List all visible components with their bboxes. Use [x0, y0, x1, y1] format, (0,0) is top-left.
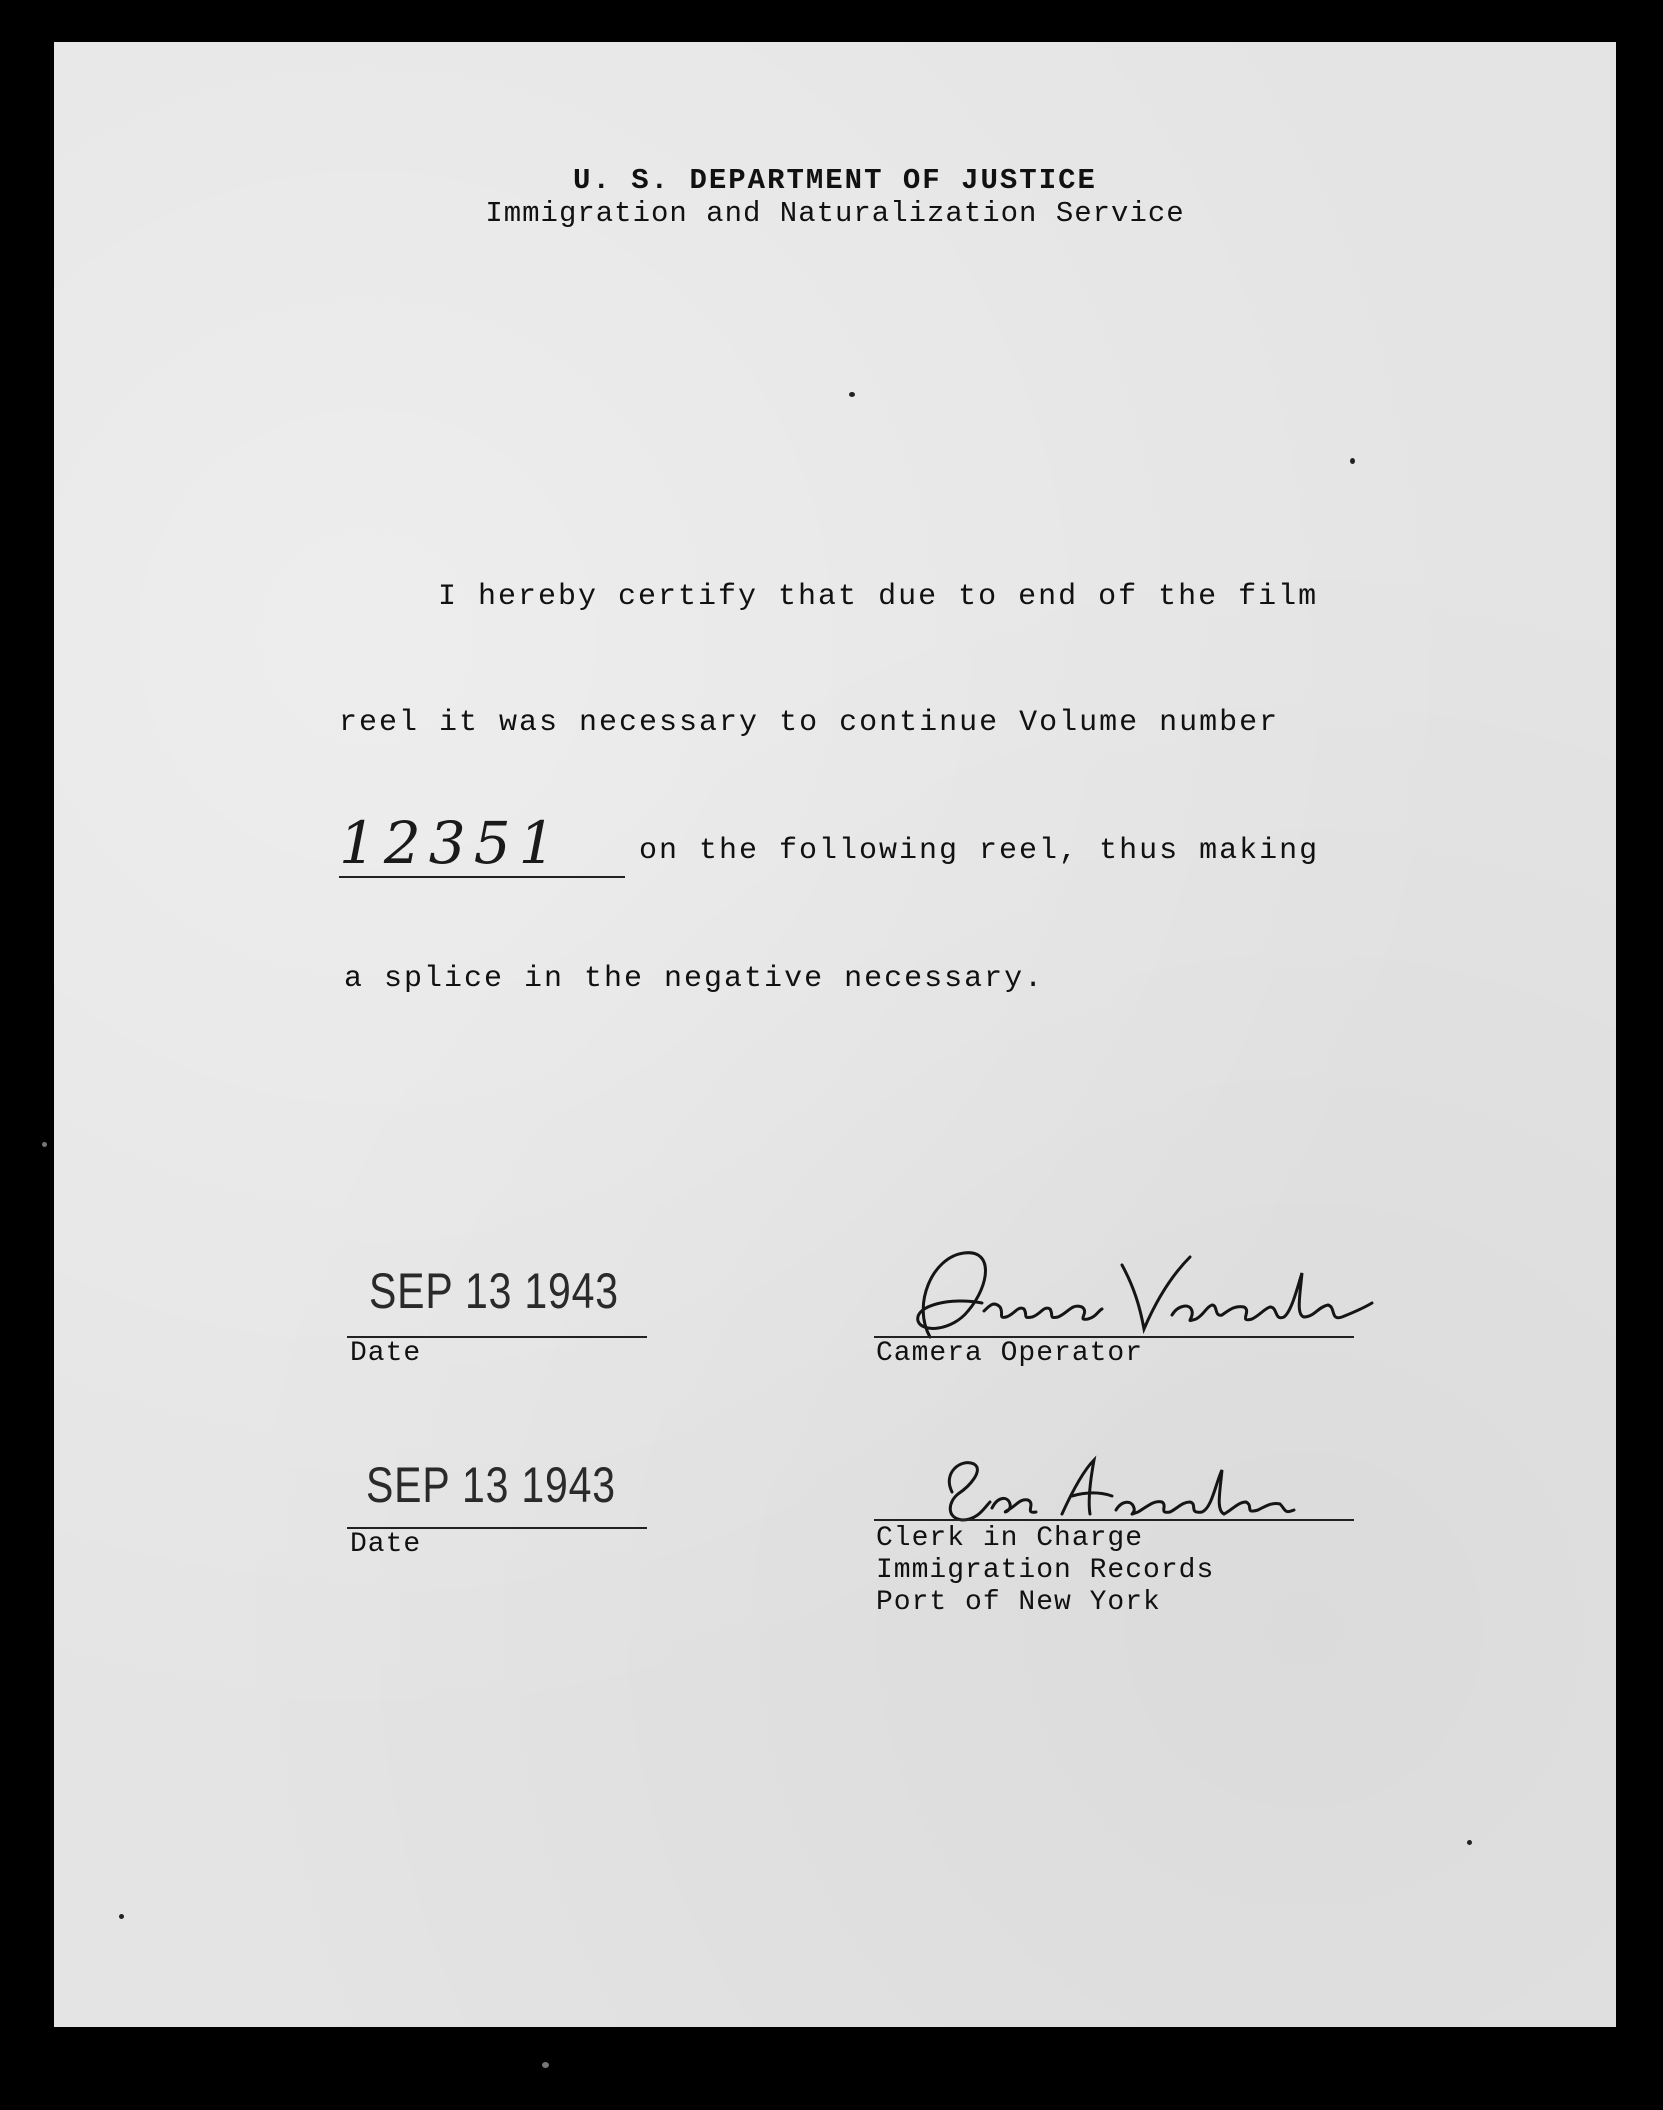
film-speck: [1350, 458, 1355, 464]
clerk-title-line: Clerk in Charge: [876, 1523, 1144, 1554]
certificate-line-4: a splice in the negative necessary.: [344, 962, 1045, 996]
film-speck: [42, 1142, 47, 1147]
camera-operator-label: Camera Operator: [876, 1338, 1144, 1369]
date-stamp-camera: SEP 13 1943: [369, 1263, 619, 1319]
date-label-clerk: Date: [350, 1529, 422, 1560]
clerk-title-line: Port of New York: [876, 1587, 1161, 1618]
agency-subheading: Immigration and Naturalization Service: [485, 197, 1185, 230]
certificate-line-1: I hereby certify that due to end of the film: [438, 580, 1319, 614]
volume-number-handwritten: 12351: [339, 810, 625, 878]
certificate-line-3: on the following reel, thus making: [639, 834, 1320, 868]
film-speck: [119, 1914, 124, 1919]
camera-operator-signature: [872, 1245, 1432, 1343]
film-speck: [1467, 1840, 1472, 1845]
department-heading: U. S. DEPARTMENT OF JUSTICE: [573, 164, 1097, 197]
document-page: [54, 42, 1616, 2027]
film-speck: [542, 2062, 549, 2068]
date-label-camera: Date: [350, 1338, 422, 1369]
clerk-title-block: [876, 1523, 1214, 1619]
signature-rule-clerk: [874, 1519, 1354, 1521]
certificate-line-2: reel it was necessary to continue Volume number: [339, 706, 1280, 740]
film-speck: [849, 392, 855, 397]
clerk-title-line: Immigration Records: [876, 1555, 1215, 1586]
date-stamp-clerk: SEP 13 1943: [366, 1457, 616, 1513]
